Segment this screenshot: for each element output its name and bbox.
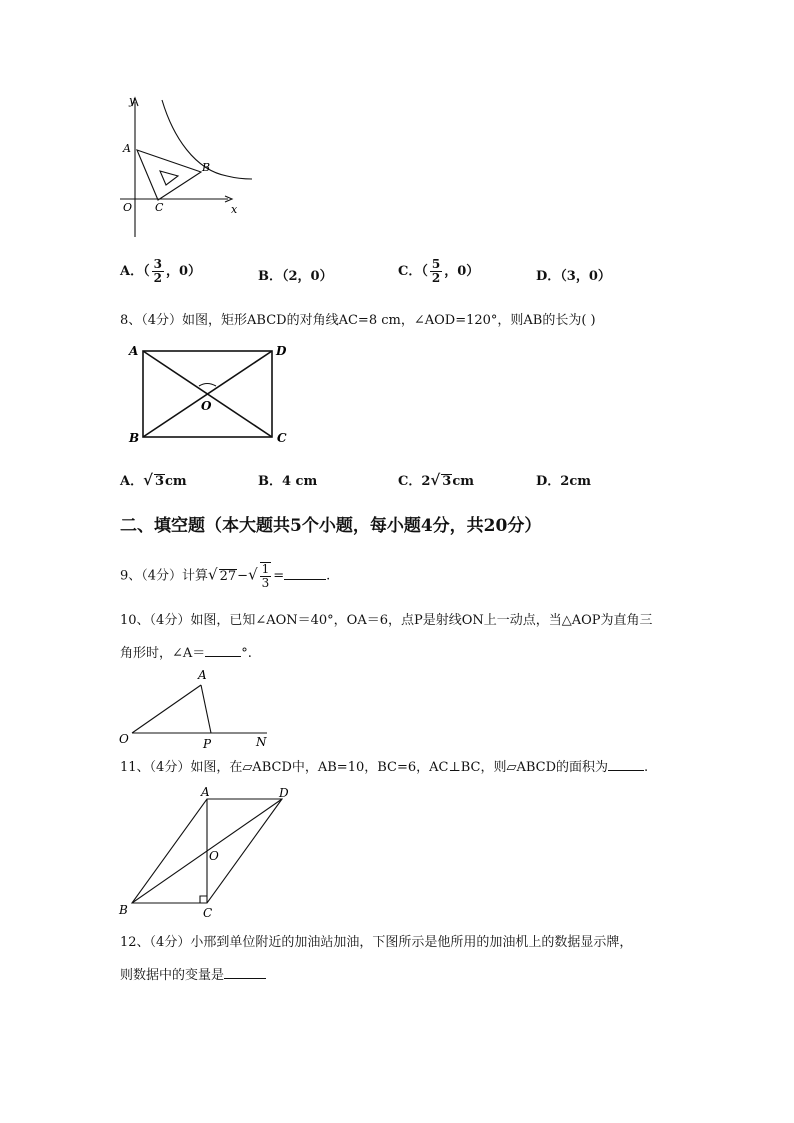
fraction [152, 258, 164, 285]
label-n: N [256, 735, 267, 749]
q8-rectangle-figure [125, 340, 300, 448]
segment-oa [132, 685, 201, 733]
segment-ap [201, 685, 211, 733]
q7-option-a[interactable] [120, 258, 201, 285]
q7-option-c-prefix: C．（ [398, 264, 428, 279]
unit: cm [452, 474, 474, 489]
fraction-denominator: 2 [153, 271, 162, 285]
sqrt-icon: √ [248, 565, 258, 584]
angle-arc [199, 384, 216, 387]
triangle-abc [137, 150, 201, 200]
label-p: P [203, 737, 212, 751]
q7-option-c[interactable] [398, 258, 479, 285]
q7-option-d[interactable]: D．（3，0） [536, 269, 611, 284]
q9-end: . [326, 568, 331, 584]
label-d: D [279, 786, 289, 800]
unit: cm [165, 474, 187, 489]
label-a: A [123, 142, 131, 155]
label-d: D [276, 344, 287, 358]
sqrt-icon: √ [143, 471, 153, 489]
q10-figure [115, 665, 275, 751]
answer-blank[interactable] [608, 770, 644, 771]
minus-sign: − [237, 568, 249, 584]
q10-line2 [120, 645, 252, 663]
q7-figure [115, 92, 260, 242]
q12-line2 [120, 967, 266, 985]
q10-line2-prefix: 角形时，∠A＝ [120, 646, 206, 661]
label-o: O [123, 201, 133, 214]
q8-option-c[interactable] [398, 470, 474, 489]
q7-option-a-prefix: A．（ [120, 264, 150, 279]
q11-suffix: . [644, 760, 649, 775]
fraction [260, 562, 272, 590]
radicand: 3 [442, 474, 452, 489]
label-a: A [201, 785, 210, 799]
label-c: C [203, 906, 213, 920]
label-a: A [198, 668, 207, 682]
fraction-numerator: 1 [261, 562, 270, 576]
label-x: x [231, 203, 238, 216]
section-heading: 二、填空题（本大题共5个小题，每小题4分，共20分） [120, 516, 542, 536]
label-b: B [202, 161, 211, 174]
label-y: y [129, 94, 136, 107]
label-b: B [129, 431, 140, 445]
q8-text: 8、（4分）如图，矩形ABCD的对角线AC=8 cm，∠AOD=120°，则AB的长为( ) [120, 313, 596, 328]
coefficient: 2 [421, 474, 431, 489]
q11-parallelogram-figure [115, 783, 300, 920]
label-o: O [119, 732, 129, 746]
answer-blank[interactable] [284, 579, 326, 580]
radicand: 3 [154, 474, 164, 489]
q9-prefix: 9、（4分）计算 [120, 568, 209, 584]
q7-option-c-suffix: ，0） [444, 264, 480, 279]
q12-line2-text: 则数据中的变量是 [120, 968, 225, 983]
label-o: O [201, 399, 212, 413]
label-c: C [155, 201, 164, 214]
sqrt-icon: √ [208, 565, 218, 584]
equals-sign: = [273, 568, 285, 584]
sqrt-icon: √ [430, 471, 441, 489]
fraction-denominator: 3 [261, 576, 270, 590]
answer-blank[interactable] [224, 978, 266, 979]
fraction-numerator: 3 [153, 257, 162, 271]
q10-line1: 10、（4分）如图，已知∠AON＝40°，OA＝6，点P是射线ON上一动点，当△AOP为直角三 [120, 613, 653, 628]
answer-blank[interactable] [205, 656, 241, 657]
option-prefix: A． [120, 474, 144, 489]
option-prefix: C． [398, 474, 422, 489]
q8-option-d[interactable]: D．2cm [536, 474, 591, 489]
label-o: O [209, 849, 219, 863]
q8-option-a[interactable] [120, 470, 187, 489]
q11-prefix: 11、（4分）如图，在▱ABCD中，AB=10，BC=6，AC⊥BC，则▱ABCD的面积为 [120, 760, 608, 775]
right-angle-mark [200, 896, 207, 903]
fraction [430, 258, 442, 285]
q11-text [120, 759, 648, 777]
label-a: A [129, 344, 139, 358]
q8-option-b[interactable]: B．4 cm [258, 474, 318, 489]
label-b: B [119, 903, 128, 917]
q7-option-b[interactable]: B．（2，0） [258, 269, 333, 284]
q12-line1: 12、（4分）小邢到单位附近的加油站加油，下图所示是他所用的加油机上的数据显示牌， [120, 935, 633, 950]
fraction-numerator: 5 [431, 257, 441, 271]
inner-triangle [160, 171, 178, 185]
fraction-denominator: 2 [431, 271, 441, 285]
radicand: 27 [219, 568, 237, 584]
q9-text [120, 562, 330, 590]
q7-option-a-suffix: ，0） [165, 264, 201, 279]
label-c: C [277, 431, 287, 445]
q10-line2-suffix: °. [241, 646, 252, 661]
